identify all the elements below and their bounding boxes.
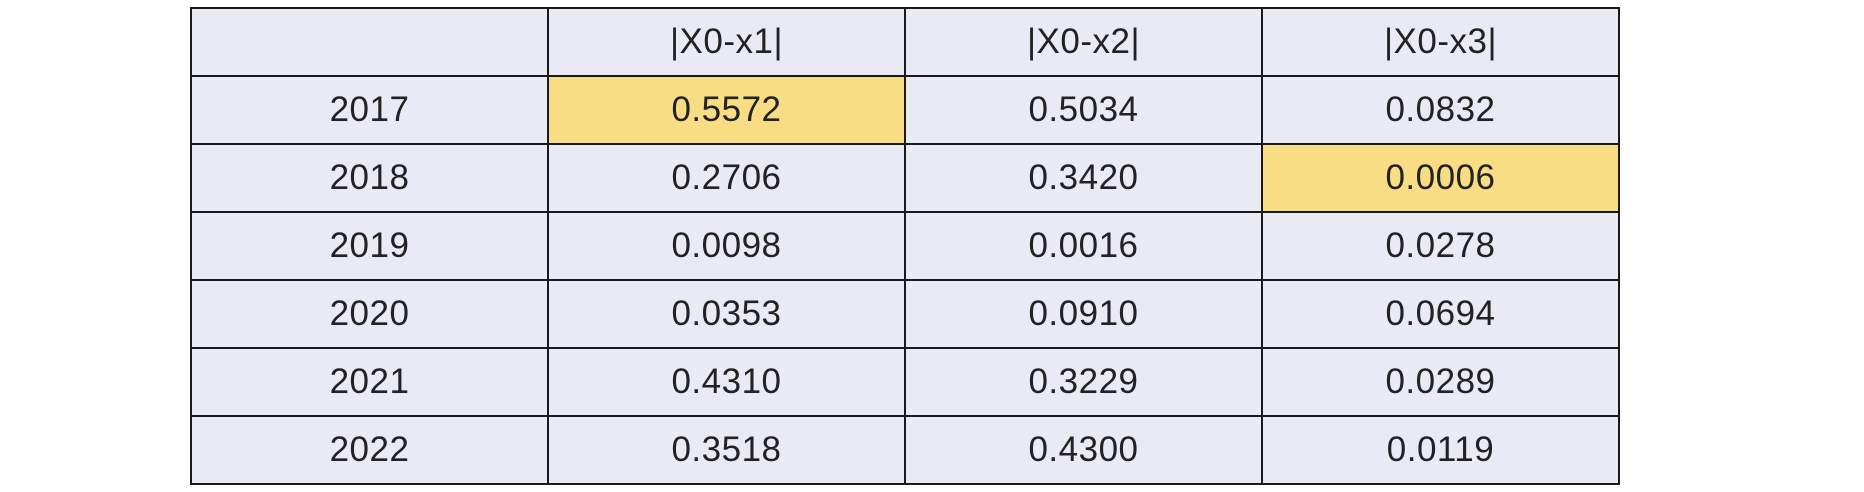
table-row [191,280,1619,348]
value-cell: 0.0098 [548,212,905,280]
value-cell: 0.0832 [1262,76,1619,144]
table-row [191,348,1619,416]
value-cell: 0.0694 [1262,280,1619,348]
value-cell: 0.0289 [1262,348,1619,416]
header-corner-cell [191,8,548,76]
data-table [190,7,1620,485]
value-cell: 0.0006 [1262,144,1619,212]
year-cell: 2020 [191,280,548,348]
header-x2-cell: |X0-x2| [905,8,1262,76]
table-row [191,144,1619,212]
table-row [191,76,1619,144]
value-cell: 0.4300 [905,416,1262,484]
value-cell: 0.0016 [905,212,1262,280]
header-x3-cell: |X0-x3| [1262,8,1619,76]
year-cell: 2018 [191,144,548,212]
year-cell: 2021 [191,348,548,416]
table-row [191,212,1619,280]
value-cell: 0.2706 [548,144,905,212]
value-cell: 0.3420 [905,144,1262,212]
value-cell: 0.0353 [548,280,905,348]
header-x1-cell: |X0-x1| [548,8,905,76]
year-cell: 2017 [191,76,548,144]
year-cell: 2019 [191,212,548,280]
value-cell: 0.4310 [548,348,905,416]
value-cell: 0.5572 [548,76,905,144]
value-cell: 0.0278 [1262,212,1619,280]
header-row [191,8,1619,76]
value-cell: 0.3518 [548,416,905,484]
value-cell: 0.0910 [905,280,1262,348]
value-cell: 0.3229 [905,348,1262,416]
year-cell: 2022 [191,416,548,484]
value-cell: 0.0119 [1262,416,1619,484]
table-row [191,416,1619,484]
value-cell: 0.5034 [905,76,1262,144]
